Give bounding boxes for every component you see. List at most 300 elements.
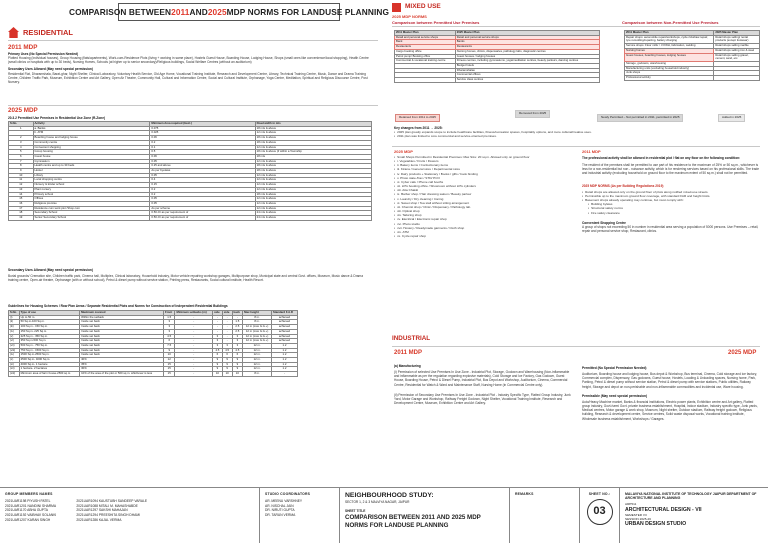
- table-cell: 7.5: [163, 343, 175, 348]
- table-cell: 3: [213, 343, 223, 348]
- year-2011: 2011: [171, 6, 190, 17]
- table-cell: 30%: [80, 367, 164, 372]
- table-cell: -: [222, 320, 232, 325]
- table-cell: Service class centres: [455, 78, 599, 83]
- table-cell: achieved: [272, 320, 298, 325]
- table-cell: Retail and personal service shops: [395, 35, 456, 40]
- table-cell: 2500 Sq.m- 4000 Sq.m.: [19, 358, 79, 363]
- table-cell: 10: [232, 372, 243, 377]
- coordinator-name: DR. TARUN VERMA: [265, 513, 296, 518]
- table-cell: Professional activity: [625, 76, 714, 81]
- table-cell: 1.5: [232, 320, 243, 325]
- table-row: [9, 216, 372, 221]
- table-cell: 9: [9, 169, 34, 174]
- table-cell: achieved: [272, 325, 298, 330]
- table-cell: achieved: [272, 329, 298, 334]
- table-cell: 500 Sq.m - 750 Sq.m.: [19, 343, 79, 348]
- table-cell: 18 mts & above: [255, 192, 371, 197]
- table-cell: Health centre and up to 30 beds: [33, 164, 150, 169]
- table-cell: Primary school: [33, 192, 150, 197]
- list-item: ▪ Building bylaws: [588, 202, 760, 206]
- table-cell: 100 Sq.m - 150 Sq.m.: [19, 325, 79, 330]
- guidelines-table: [8, 310, 298, 377]
- table-cell: 8 m.: [243, 320, 272, 325]
- table-cell: 1 hectare- 2 hectares: [19, 367, 79, 372]
- table-cell: [395, 78, 456, 83]
- member-name: 2021UAR1201 NANDINI SHARMA: [5, 503, 57, 508]
- table-cell: 1.5: [163, 315, 175, 320]
- res-table-caption: 20.3.2 Permitted Use Premises in Residential Use Zone (R-Zone): [8, 116, 106, 120]
- table-row: [395, 59, 600, 64]
- table-cell: Inside set back: [80, 348, 164, 353]
- table-header-cell: side: [213, 311, 223, 316]
- table-cell: (xii): [9, 367, 20, 372]
- table-cell: 1.2: [272, 343, 298, 348]
- table-cell: 12 mts & above: [255, 145, 371, 150]
- res-permitted-table: [8, 121, 372, 221]
- list-item: ▪ Structural safety norms: [588, 206, 760, 210]
- table-cell: -: [213, 329, 223, 334]
- table-cell: 5: [9, 150, 34, 155]
- table-cell: (vi): [9, 339, 20, 344]
- list-item: ▪ xv. Electrical / Electronic repair shop: [394, 217, 574, 221]
- table-cell: 0.1: [150, 145, 255, 150]
- table-cell: 12 mts & above: [255, 131, 371, 136]
- table-cell: 0.2: [150, 140, 255, 145]
- res-2011-primary: Primary Uses (No Special Permission Needed) Plotted Housing (Individual houses), Group Housing (flats/apartments), Work-cum-Residence Plots (living + working in same place), Hostels Guest House, Boarding House, Lodging House, Shops (small ones like convenience/local shopping), Health Centre (small clinics or hospitals with up to 30 beds), Nursing Homes, Schools (at higher up to senior secondary)/Religious buildings, Social Welfare Centres (without an auditorium) Secondary Uses Allowed (May need special permission) Residential Flat, Dharamshala, Barat-ghar, Night Shelter, Clinical Laboratory, Voluntary Health Service, Old Age Home, Vocational Training Institute, Research and Development Centre, Library, Technical Training Centre, Music, Dance and Drama Training Centre, Children Traffic Park, Museum, Exhibition Centre and Art Gallery, Open Air Theatre, Community Hall, Cultural and Information Centre, Social and Cultural Institute, Orphanage, Yoga Centre, Meditation, Spiritual and Religious Discourse Centre, Post Nursery.: [8, 52, 369, 84]
- table-cell: 11: [9, 178, 34, 183]
- table-cell: 15: [9, 197, 34, 202]
- ind-2011-label: 2011 MDP: [394, 350, 423, 356]
- table-cell: Up to 50 m.: [19, 315, 79, 320]
- page-title: COMPARISON BETWEEN 2011 AND 2025 MDP NORMS FOR LANDUSE PLANNING: [118, 3, 340, 21]
- table-cell: Library: [33, 173, 150, 178]
- table-cell: Banks: [455, 40, 599, 45]
- table-cell: Inside set back: [80, 329, 164, 334]
- table-cell: Cargo booking office: [395, 49, 456, 54]
- ind-2025-label: 2025 MDP: [728, 350, 757, 356]
- table-cell: 12: [9, 183, 34, 188]
- table-cell: 10: [222, 372, 232, 377]
- member-name: 2021UAR1294 PREESHITA SINGH DHAMI: [76, 513, 141, 518]
- table-header-cell: S.No: [9, 311, 20, 316]
- table-cell: 10% of the area of the plot or 500 sq.m. whichever is less: [80, 372, 164, 377]
- table-cell: 0.25 and above: [150, 164, 255, 169]
- table-cell: 150 Sq.m- 225 Sq.m.: [19, 329, 79, 334]
- table-cell: -: [222, 325, 232, 330]
- table-cell: 12 m.: [243, 358, 272, 363]
- house-icon: [8, 27, 19, 38]
- residential-heading: RESIDENTIAL: [8, 27, 73, 38]
- industrial-heading: INDUSTRIAL: [392, 335, 431, 342]
- table-cell: -: [213, 320, 223, 325]
- table-cell: 9: [213, 367, 223, 372]
- sheet-number: SHEET NO.: 03: [580, 488, 620, 543]
- table-cell: 9: [213, 362, 223, 367]
- table-cell: 12 mts & above: [255, 206, 371, 211]
- table-cell: Budget hotels: [455, 63, 599, 68]
- res-2025-secondary: Secondary Uses Allowed (May need special permission) Burial grounds/ Cremation site, Children traffic park, Cinema hall, Multiplex, Clinical laboratory, Household industry, Motor vehicle repairing workshop garages, Multipurpose shop, Municipal state and central Govt. offices, Museum, Music dance & Drama training centre, Open-air theatre, Orphanage (with or without school), Petrol & diesel pump without service station, Printing press, Restaurants, Social cultural institute, Health Resort.: [8, 268, 363, 283]
- key-changes: Key changes from 2011 → 2025: ▪ 2025 plan greatly expands scope to include healthcare facilities, fitness/recreation spaces, hospitality options, and more cultural/creative uses. ▪ 2011 plan was limited to core commercial and service-oriented premises.: [394, 126, 760, 138]
- table-cell: 0.06: [150, 154, 255, 159]
- member-name: 2021UAR1094 KAUSTUBH SANDEEP VARALE: [76, 499, 148, 504]
- table-cell: 19: [9, 216, 34, 221]
- table-cell: 9: [222, 358, 232, 363]
- remarks: REMARKS: [510, 488, 580, 543]
- table-cell: Residence cum work plot /Shop cum: [33, 206, 150, 211]
- table-cell: 3: [232, 334, 243, 339]
- table-cell: (x): [9, 358, 20, 363]
- table-cell: Commercial offices: [455, 73, 599, 78]
- table-cell: Retail shops selling iron & steel: [714, 48, 760, 53]
- table-cell: 12 mts & above: [255, 173, 371, 178]
- table-cell: 0.15: [150, 183, 255, 188]
- table-cell: 8 m.: [243, 315, 272, 320]
- list-item: ▪ Permissible up to the maximum ground floor coverage, with standard FAR and height limits.: [582, 194, 760, 198]
- table-cell: -: [222, 329, 232, 334]
- table-cell: Inside set back: [80, 343, 164, 348]
- table-cell: 350 Sq.m-500 Sq.m.: [19, 339, 79, 344]
- table-cell: 35%: [80, 362, 164, 367]
- table-cell: 15: [163, 372, 175, 377]
- list-item: ▪ vii. LPG booking office / Showroom without LPG cylinders: [394, 184, 574, 188]
- table-cell: Commercial & vocational training centre: [395, 59, 456, 64]
- table-cell: Guest houses, boarding houses, lodging houses: [625, 53, 714, 61]
- legend-retained: Retained from 2011 to 2025: [395, 114, 440, 122]
- list-item: ▪ i. Vegetables / Fruits / Flowers: [394, 159, 574, 163]
- mixed-2025-label: 2025 MDP: [394, 149, 413, 154]
- table-row: [9, 372, 298, 377]
- table-cell: 12 m.: [243, 348, 272, 353]
- table-cell: Plant nursery: [33, 187, 150, 192]
- table-cell: 10: [163, 353, 175, 358]
- table-cell: 12 m.: [243, 343, 272, 348]
- list-item: ▪ xvii. Hosiery / Readymade garments / Cloth shop: [394, 226, 574, 230]
- table-cell: 4.5: [163, 334, 175, 339]
- table-cell: 0.06: [150, 136, 255, 141]
- table-cell: 12 mts & above: [255, 197, 371, 202]
- table-cell: Junk shops: [625, 71, 714, 76]
- small-shops-list: [394, 155, 574, 238]
- table-cell: Restaurants: [395, 45, 456, 50]
- member-name: 2021UAR1088 MITALI M. MAHASHABDE: [76, 503, 138, 508]
- mixed-2011-label: 2011 MDP: [582, 149, 601, 154]
- table-header-cell: Max height: [243, 311, 272, 316]
- table-cell: b. ATM: [33, 131, 150, 136]
- table-cell: Inside set back: [80, 353, 164, 358]
- table-cell: (i): [9, 315, 20, 320]
- table-cell: 0.2: [150, 187, 255, 192]
- table-cell: achieved: [272, 334, 298, 339]
- list-item: ▪ 2011 plan was limited to core commercial and service-oriented premises.: [394, 134, 760, 138]
- table-cell: 0.05: [150, 201, 255, 206]
- table-cell: 225 Sq.m - 350 Sq.m.: [19, 334, 79, 339]
- table-cell: Guest houses / lodging houses: [455, 54, 599, 59]
- table-cell: Retail shops selling/ rental products (except footwear): [714, 35, 760, 43]
- table-cell: [714, 76, 760, 81]
- table-cell: 12 m.: [243, 362, 272, 367]
- table-cell: As per scheme: [150, 206, 255, 211]
- mixed-sub: 2025 MDP NORMS: [392, 14, 427, 19]
- member-name: 2021UAR1297 SAKSHI MAHAJAN: [76, 508, 128, 513]
- table-cell: 12 m (max G.G.+): [243, 325, 272, 330]
- table-cell: 8 m.: [243, 372, 272, 377]
- table-cell: Hostel: [33, 169, 150, 174]
- table-cell: achieved: [272, 339, 298, 344]
- table-cell: 18: [9, 211, 34, 216]
- table-header-cell: S.No.: [9, 122, 34, 127]
- table-cell: Gymnasium: [33, 159, 150, 164]
- table-cell: 15: [163, 367, 175, 372]
- member-name: 2021UAR1207 KARAN SINGH: [5, 517, 51, 522]
- table-cell: 3: [232, 339, 243, 344]
- list-item: ▪ ix. Barber shop / Hair dressing saloon / Beauty parlour: [394, 192, 574, 196]
- table-cell: 12 mts & above: [255, 178, 371, 183]
- list-item: ▪ viii. Atta Chakki: [394, 188, 574, 192]
- table-cell: (vii): [9, 343, 20, 348]
- table-header-cell: side: [222, 311, 232, 316]
- table-cell: 2.5: [232, 325, 243, 330]
- table-cell: 6: [232, 353, 243, 358]
- list-item: ▪ Small Shops Permitted in Residential Premises: Max Size: 20 sq.m. Allowed only on ground floor: [394, 155, 574, 159]
- table-cell: Senior Secondary School: [33, 216, 150, 221]
- table-cell: 12 mts & above: [255, 159, 371, 164]
- table-cell: 0.05: [150, 197, 255, 202]
- list-item: ▪ Retail shops are allowed only on the ground floor of plots along notified mixed-use streets.: [582, 190, 760, 194]
- table-cell: Manufacturing units (excluding household industry): [625, 66, 714, 71]
- table-cell: 13: [9, 187, 34, 192]
- table-cell: 3: [163, 325, 175, 330]
- table-cell: -: [175, 362, 213, 367]
- table-cell: 3: [213, 334, 223, 339]
- table-cell: 1.2: [272, 358, 298, 363]
- table-cell: 9: [232, 367, 243, 372]
- table-cell: 0.2: [150, 192, 255, 197]
- table-cell: (xiii): [9, 372, 20, 377]
- table-cell: 14: [9, 192, 34, 197]
- table-cell: Nursing homes: [625, 48, 714, 53]
- table-header-cell: Activity: [33, 122, 150, 127]
- year-2025: 2025: [207, 6, 227, 17]
- institute-info: MALAVIYA NATIONAL INSTITUTE OF TECHNOLOGY JAIPUR DEPARTMENT OF ARCHITECTURE AND PLANNING ARP511 ARCHITECTURAL DESIGN - VII SEMESTER VII SESSION 2025-26 URBAN DESIGN STUDIO: [625, 492, 757, 528]
- table-cell: Retail shops selling marble: [714, 44, 760, 49]
- res-2011-label: 2011 MDP: [8, 44, 38, 51]
- coordinator-name: AR. NISCHAL JAIN: [265, 503, 294, 508]
- table-cell: Inside set back: [80, 320, 164, 325]
- table-cell: Restaurants: [455, 45, 599, 50]
- table-cell: 4.5: [232, 348, 243, 353]
- table-cell: (xi): [9, 362, 20, 367]
- list-item: ▪ xvi. Photo studio: [394, 222, 574, 226]
- table-header-cell: Minimum Area required (Hect.): [150, 122, 255, 127]
- table-cell: Inside set back: [80, 339, 164, 344]
- table-cell: 9: [232, 358, 243, 363]
- table-cell: 24 mts & above: [255, 211, 371, 216]
- table-cell: 9: [222, 367, 232, 372]
- list-item: ▪ Fire safety clearance: [588, 211, 760, 215]
- table-cell: 18 mts & above (if within a Township: [255, 150, 371, 155]
- table-cell: Minimum area of farm house-2500 sq.m.: [19, 372, 79, 377]
- title-block: [0, 487, 768, 543]
- list-item: ▪ xiv. Tailoring shop: [394, 213, 574, 217]
- legend-removed: Removed from 2025: [515, 110, 550, 118]
- table-cell: 9: [163, 348, 175, 353]
- table-cell: 18 mts & above: [255, 140, 371, 145]
- table-cell: 1: [9, 126, 34, 131]
- table-cell: -: [222, 315, 232, 320]
- professional-activity: The professional activity shall be allowed in residential plot / flat on any floor on the following condition: The resident of the premises shall be permitted to use part of his residence to the maximum of 25% or 50 sq.m., whichever is less for a non-residential but non - nuisance activity, which is for rendering services based on his professional skills. The trade and industrial activity (excluding household on ground floor to the maximum extent of 50 sq.m.) shall not be permitted. 2025 MDP NORMS (As per Building Regulations 2019) ▪ Retail shops are allowed only on the ground floor of plots along notified mixed-use streets. ▪ Permissible up to the maximum ground floor coverage, with standard FAR and height limits. ▪ Basement shops already operating may continue, but must comply with: ▪ Building bylaws ▪ Structural safety norms ▪ Fire safety clearance Convenient Shopping Centre A group of shops not exceeding 50 in number in residential area serving a population of 5000 persons. Use Premises – retail, repair and personal service shop, Restaurant, clinics.: [582, 156, 760, 233]
- coordinator-name: DR. NIRUTI GUPTA: [265, 508, 295, 513]
- table-cell: Nursing homes, clinics, dispensaries, pathology labs, diagnostic centres: [455, 49, 599, 54]
- table-cell: 0.4: [150, 178, 255, 183]
- table-cell: a. Banks: [33, 126, 150, 131]
- studio-coordinators: STUDIO COORDINATORS AR. MEENU VARSHNEY AR. NISCHAL JAIN DR. NIRUTI GUPTA DR. TARUN VERMA: [260, 488, 340, 543]
- legend-newly: Newly Permitted – Not permitted in 2011, permitted in 2025: [597, 114, 683, 122]
- table-cell: 3: [163, 320, 175, 325]
- table-cell: -: [175, 348, 213, 353]
- table-cell: 1.2: [272, 353, 298, 358]
- ind-2025-text: Permitted (No Special Permission Needed) Auditorium, Boarding house and lodging house, Bus depot & Workshop, Bus terminal, Cinema, Cold storage and ice factory, Commercial complex, Dispensary, Gas godowns, Guest house, Hostels, Loading & Unloading spaces, Nursing home, Park, Parking, Petrol & diesel pump without service station, Petrol & diesel pump with service stations, Public utilities, Railway freight, Storage and depot on non-perishable and non-inflammable commodities and incidental use, Ware housing. Permissible (May need special permission) Auto/Heavy Machine market, Banks & financial institutions, Electric power plants, Exhibition centre and Art gallery, Flatted group industry, Govt./semi Govt. private business establishment, Hospital, Indoor stadium, Industry specific type, Junk yards, Medical centres, Motor garage & work shop, Museum, Night shelter, Outdoor stadium, Railway freight godown, Religious building, Research & development centre, Service centres, Solid waste disposal works, Vocational training institute, Wholesale business establishment, Workshops / Garages.: [582, 366, 758, 421]
- table-cell: -: [175, 334, 213, 339]
- coordinator-name: AR. MEENU VARSHNEY: [265, 499, 303, 504]
- table-cell: Group housing: [33, 150, 150, 155]
- permitted-comparison-table: 2011 Master Plan 2025 Master Plan Retail and personal service shops Retail and personal service shops Bank Banks Restaurants Restaurants Cargo booking office Nursing homes, clinics, dispensaries, pathology labs, diagnostic centres Petrol pump/ Booking office Guest houses / lodging houses Commercial & vocational training centre Fitness centres, including gymnasiums, yoga/meditation centres, beauty parlours, dancing centres Budget hotels Dharamshalas Commercial offices Service class centres: [394, 30, 600, 83]
- table-cell: 6: [222, 353, 232, 358]
- table-cell: -: [272, 372, 298, 377]
- table-cell: 750 Sq.m - 1500 Sq.m.: [19, 348, 79, 353]
- table-cell: Religious premise: [33, 201, 150, 206]
- table-cell: 0.5: [150, 150, 255, 155]
- member-name: 2021UAR1170 ABHA GUPTA: [5, 508, 48, 513]
- table-cell: Service shops: Floor mills > 3 KWH, fabrication, welding: [625, 44, 714, 49]
- table-header-cell: Standard F.A.R: [272, 311, 298, 316]
- table-header-cell: Type of use: [19, 311, 79, 316]
- building-icon: [392, 3, 401, 12]
- guidelines-caption: Guidelines for Housing Schemes / Row Plan Areas / Separate Residential Plots and Norms for Construction of Independent Residential Buildings: [8, 304, 228, 308]
- table-cell: 4: [9, 145, 34, 150]
- group-members: GROUP MEMBERS NAMES 2021UAR1198 PIYUSH PATEL 2021UAR1201 NANDINI SHARMA 2021UAR1170 ABHA GUPTA 2021UAR1192 VAIBHAV SOLANKI 2021UAR1207 KARAN SINGH 2021UAR1094 KAUSTUBH SANDEEP VARALE 2021UAR1088 MITALI M. MAHASHABDE 2021UAR1297 SAKSHI MAHAJAN 2021UAR1294 PREESHITA SINGH DHAMI 2021UAR1286 KAJAL VERMA: [0, 488, 260, 543]
- table-cell: -: [213, 325, 223, 330]
- nonpermitted-comparison-table: 2011 Master Plan 2025 Master Plan Repair shops: automobile repair/workshops, cycle rickshaw repair, tyre remolding/repairing, battery charging Retail shops selling/ rental products (except footwear) Service shops: Floor mills > 3 KWH, fabrication, welding Retail shops selling marble Nursing homes Retail shops selling iron & steel Guest houses, boarding houses, lodging houses Retail shops selling gravel, cement, sand, etc. Storage, godowns, warehousing Manufacturing units (excluding household industry) Junk shops Professional activity: [624, 30, 760, 81]
- table-cell: Storage, godowns, warehousing: [625, 61, 714, 66]
- mixed-use-heading: MIXED USE: [392, 3, 441, 12]
- table-cell: 17: [9, 206, 34, 211]
- table-cell: -: [175, 339, 213, 344]
- table-cell: 9: [213, 358, 223, 363]
- table-cell: -: [175, 358, 213, 363]
- list-item: ▪ vi. Cyber cafe / Phone call booths: [394, 180, 574, 184]
- table-row: [625, 76, 760, 81]
- table-cell: Community centre: [33, 140, 150, 145]
- table-cell: 4.5: [222, 348, 232, 353]
- table-cell: Within the setback: [80, 315, 164, 320]
- table-cell: (iv): [9, 329, 20, 334]
- table-cell: 12: [163, 358, 175, 363]
- member-name: 2021UAR1198 PIYUSH PATEL: [5, 499, 51, 504]
- table-cell: Offices: [33, 197, 150, 202]
- list-item: ▪ iv. Dairy products + Stationary / Books / gifts / book binding: [394, 172, 574, 176]
- table-cell: 12 m.: [243, 367, 272, 372]
- table-header-cell: Road width in mts: [255, 122, 371, 127]
- table-cell: Retail and personal service shops: [455, 35, 599, 40]
- member-name: 2021UAR1286 KAJAL VERMA: [76, 517, 122, 522]
- list-item: ▪ xii. Chemist shop / Clinic / Dispensary / Pathology lab.: [394, 205, 574, 209]
- table-cell: 18 mts & above: [255, 136, 371, 141]
- table-cell: -: [175, 343, 213, 348]
- table-cell: 18 mts & above: [255, 164, 371, 169]
- ind-2011-text: (a) Manufacturing (i) Permission of selected Use Premises In Use Zone - Industrial Plot, Storage, Godown and Warehousing (Non-inflammable and inflammable as per the regulation regarding explosive materials), Cold Storage and Ice Factory, Gas Godown, Guest House, Boarding House, Petrol & Diesel Pump, Industrial Plot, Bus Depot and Workshop, Auditorium, Cinema, Commercial Centre, Residential for Watch & Ward and Maintenance Staff, Nursing Home (in Commercial Centre only). (ii) Permission of Secondary Use Premises In Use Zone - Industrial Plot - Industry Specific Type, Flatted Group Industry, Junk Yard, Motor Garage and Workshop, Railway Freight Godown, Night Shelter, Vocational Training Institute, Research and Development Centre, Museum, Exhibition Centre and Art Gallery.: [394, 364, 571, 406]
- table-cell: 9: [222, 362, 232, 367]
- table-cell: 16: [9, 201, 34, 206]
- table-cell: -: [232, 315, 243, 320]
- table-cell: Petrol pump/ Booking office: [395, 54, 456, 59]
- list-item: ▪ 2025 plan greatly expands scope to include healthcare facilities, fitness/recreation spaces, hospitality options, and more cultural/creative uses.: [394, 130, 760, 134]
- table-cell: 12 m.: [243, 353, 272, 358]
- table-cell: achieved: [272, 315, 298, 320]
- table-header-cell: Maximum covered: [80, 311, 164, 316]
- table-cell: 3: [232, 343, 243, 348]
- list-item: ▪ xiii. Optical shop: [394, 209, 574, 213]
- table-cell: (viii): [9, 348, 20, 353]
- table-cell: -: [175, 315, 213, 320]
- table-cell: 0.05: [150, 159, 255, 164]
- table-cell: 1.2: [272, 362, 298, 367]
- list-item: ▪ xix. ATM: [394, 230, 574, 234]
- table-cell: 10: [9, 173, 34, 178]
- table-cell: 1.2: [272, 348, 298, 353]
- table-cell: 0.025: [150, 131, 255, 136]
- table-cell: 0.075: [150, 126, 255, 131]
- table-cell: 1500 Sq.m-2500 Sq.m.: [19, 353, 79, 358]
- list-item: ▪ x. Laundry / Dry cleaning / Ironing: [394, 197, 574, 201]
- table-cell: 10: [213, 372, 223, 377]
- table-cell: 6: [163, 339, 175, 344]
- table-cell: 12 m (max G.G.+): [243, 334, 272, 339]
- table-cell: -: [213, 315, 223, 320]
- table-cell: 40%: [80, 358, 164, 363]
- table-cell: -: [175, 353, 213, 358]
- table-cell: 2: [9, 136, 34, 141]
- table-cell: 6: [213, 353, 223, 358]
- table-cell: (ii): [9, 320, 20, 325]
- list-item: ▪ xi. Sweet shop / Tea stall without sitting arrangement: [394, 201, 574, 205]
- table-cell: 3: [163, 329, 175, 334]
- table-cell: 12 m (max G.G.+): [243, 329, 272, 334]
- table-cell: As per byelaws: [150, 169, 255, 174]
- table-cell: 0.50-Or as per requirement of: [150, 216, 255, 221]
- table-cell: -: [222, 339, 232, 344]
- table-cell: 0.05: [150, 173, 255, 178]
- list-item: ▪ v. Photo state /Fax / STD/ PCO: [394, 176, 574, 180]
- table-cell: Secondary School: [33, 211, 150, 216]
- table-header-cell: Front: [163, 311, 175, 316]
- table-cell: Boarding house and lodging house: [33, 136, 150, 141]
- table-header-cell: back: [232, 311, 243, 316]
- list-item: ▪ ii. Bakery items / Confectionary items: [394, 163, 574, 167]
- table-cell: 6: [9, 154, 34, 159]
- table-cell: 4000 Sq.m- 1 hectare: [19, 362, 79, 367]
- table-cell: Repair shops: automobile repair/workshops, cycle rickshaw repair, tyre remolding/repairing, battery charging: [625, 35, 714, 43]
- res-2025-label: 2025 MDP: [8, 107, 38, 114]
- table-cell: -: [175, 372, 213, 377]
- table-cell: 12 mts & above: [255, 183, 371, 188]
- table-cell: 1.2: [272, 367, 298, 372]
- table-cell: 12 m (max G.G.+): [243, 339, 272, 344]
- table-cell: 18 mts & above: [255, 126, 371, 131]
- table-cell: 4.5: [213, 348, 223, 353]
- list-item: ▪ iii. Kirana / General store / Departmental store: [394, 167, 574, 171]
- table-cell: Inside set back: [80, 334, 164, 339]
